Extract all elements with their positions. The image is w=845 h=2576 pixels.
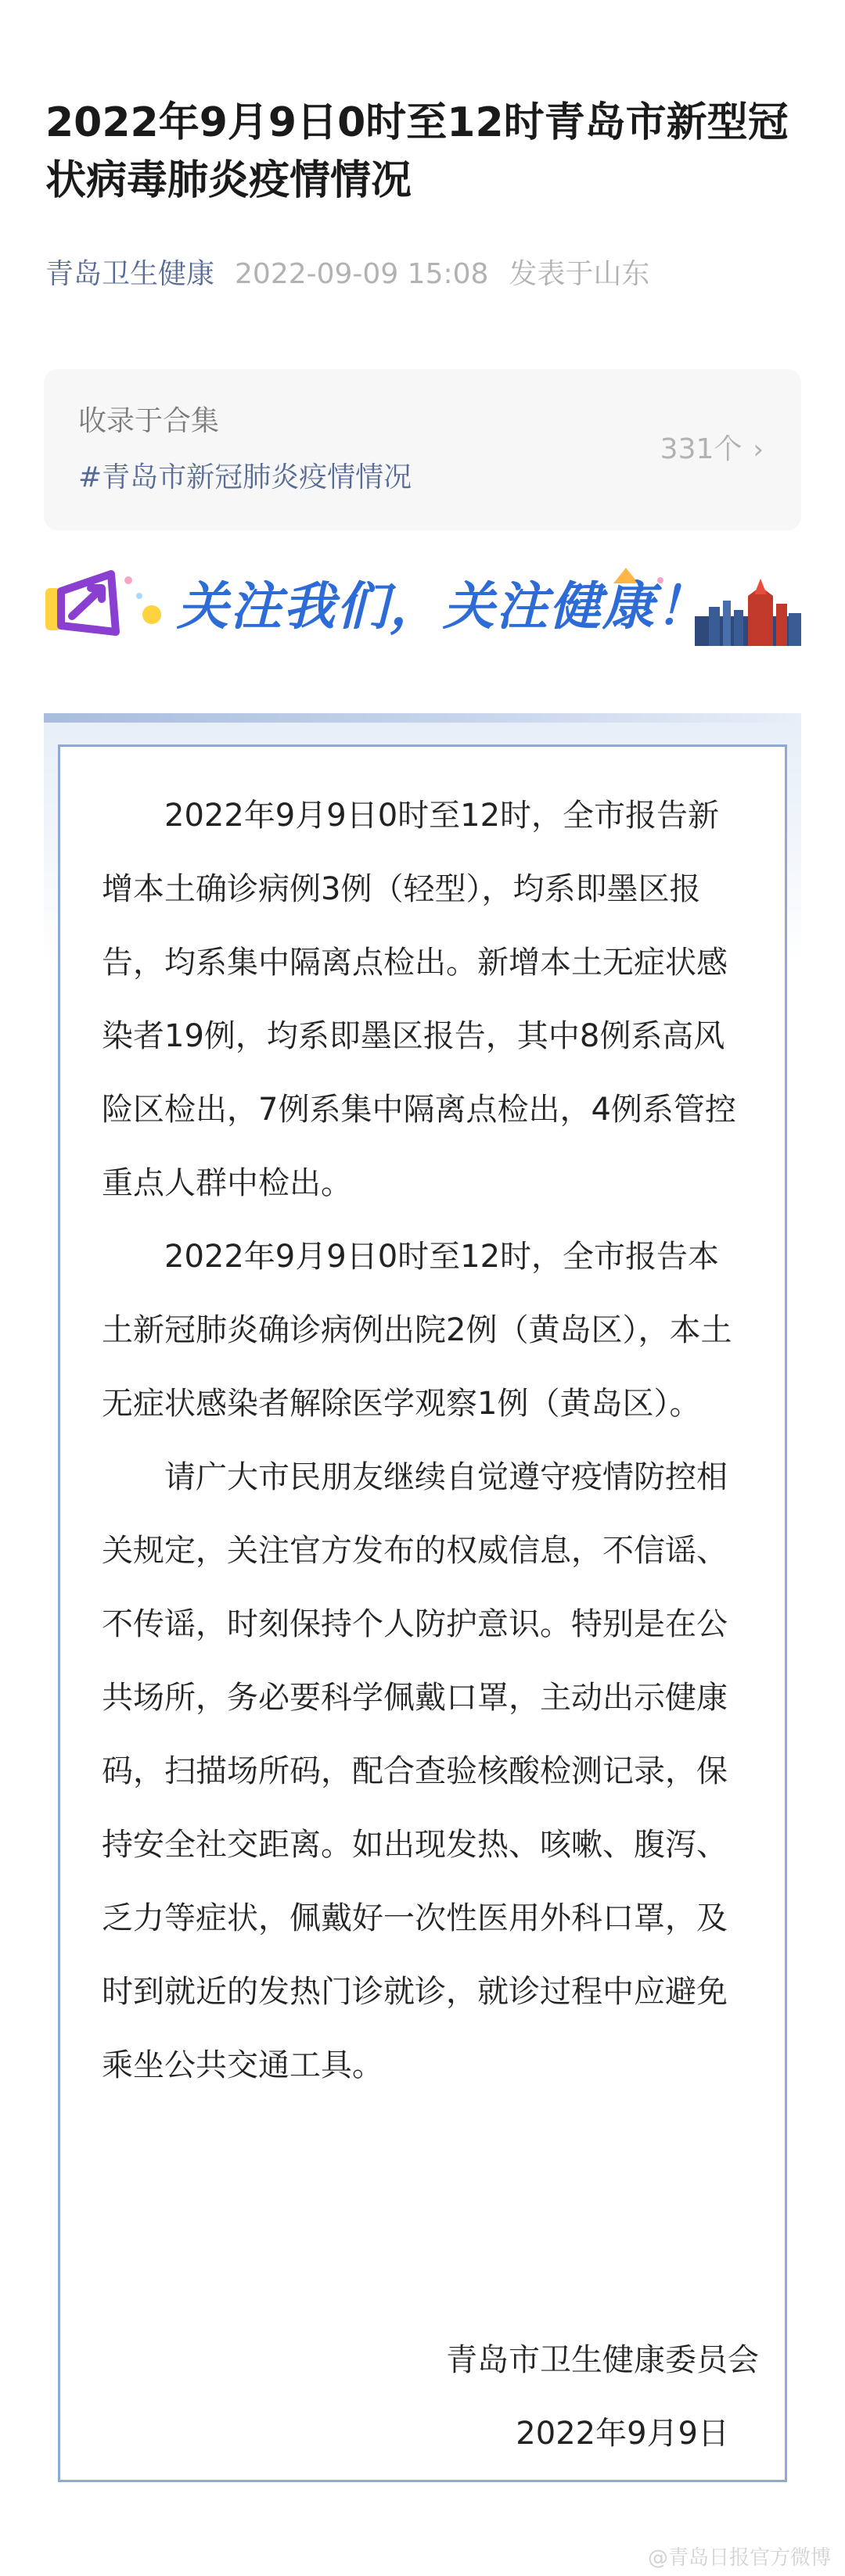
notice-body — [102, 779, 743, 2102]
notice-paragraph-3: 请广大市民朋友继续自觉遵守疫情防控相关规定，关注官方发布的权威信息，不信谣、不传谣，时刻保持个人防护意识。特别是在公共场所，务必要科学佩戴口罩，主动出示健康码，扫描场所码，配合查验核酸检测记录，保持安全社交距离。如出现发热、咳嗽、腹泻、乏力等症状，佩戴好一次性医用外科口罩，及时到就近的发热门诊就诊，就诊过程中应避免乘坐公共交通工具。 — [102, 1459, 728, 2083]
article-meta — [45, 255, 800, 294]
collection-count[interactable] — [660, 427, 764, 467]
city-skyline-icon — [695, 579, 801, 646]
notice-paragraph-1: 2022年9月9日0时至12时，全市报告新增本土确诊病例3例（轻型），均系即墨区报告，均系集中隔离点检出。新增本土无症状感染者19例，均系即墨区报告，其中8例系高风险区检出，7例系集中隔离点检出，4例系管控重点人群中检出。 — [102, 798, 736, 1201]
follow-banner — [44, 565, 801, 649]
author-link[interactable]: 青岛卫生健康 — [45, 258, 215, 290]
collection-card[interactable] — [44, 369, 801, 530]
publish-date: 2022-09-09 15:08 — [235, 258, 489, 290]
notice-frame-topbar — [44, 713, 801, 723]
megaphone-icon — [45, 574, 142, 632]
collection-tag[interactable]: #青岛市新冠肺炎疫情情况 — [78, 461, 412, 493]
weibo-watermark: @青岛日报官方微博 — [647, 2546, 831, 2570]
notice-paragraph-2: 2022年9月9日0时至12时，全市报告本土新冠肺炎确诊病例出院2例（黄岛区），本土无症状感染者解除医学观察1例（黄岛区）。 — [102, 1239, 732, 1422]
banner-slogan: 关注我们，关注健康！ — [177, 576, 709, 637]
article-title: 2022年9月9日0时至12时青岛市新型冠状病毒肺炎疫情情况 — [45, 99, 789, 204]
notice-sign-date: 2022年9月9日 — [516, 2416, 729, 2452]
notice-signature: 青岛市卫生健康委员会 — [446, 2342, 759, 2378]
publish-location: 发表于山东 — [509, 258, 650, 290]
collection-count-text: 331个 — [660, 433, 743, 465]
collection-label: 收录于合集 — [78, 405, 220, 437]
chevron-right-icon: › — [753, 434, 764, 465]
